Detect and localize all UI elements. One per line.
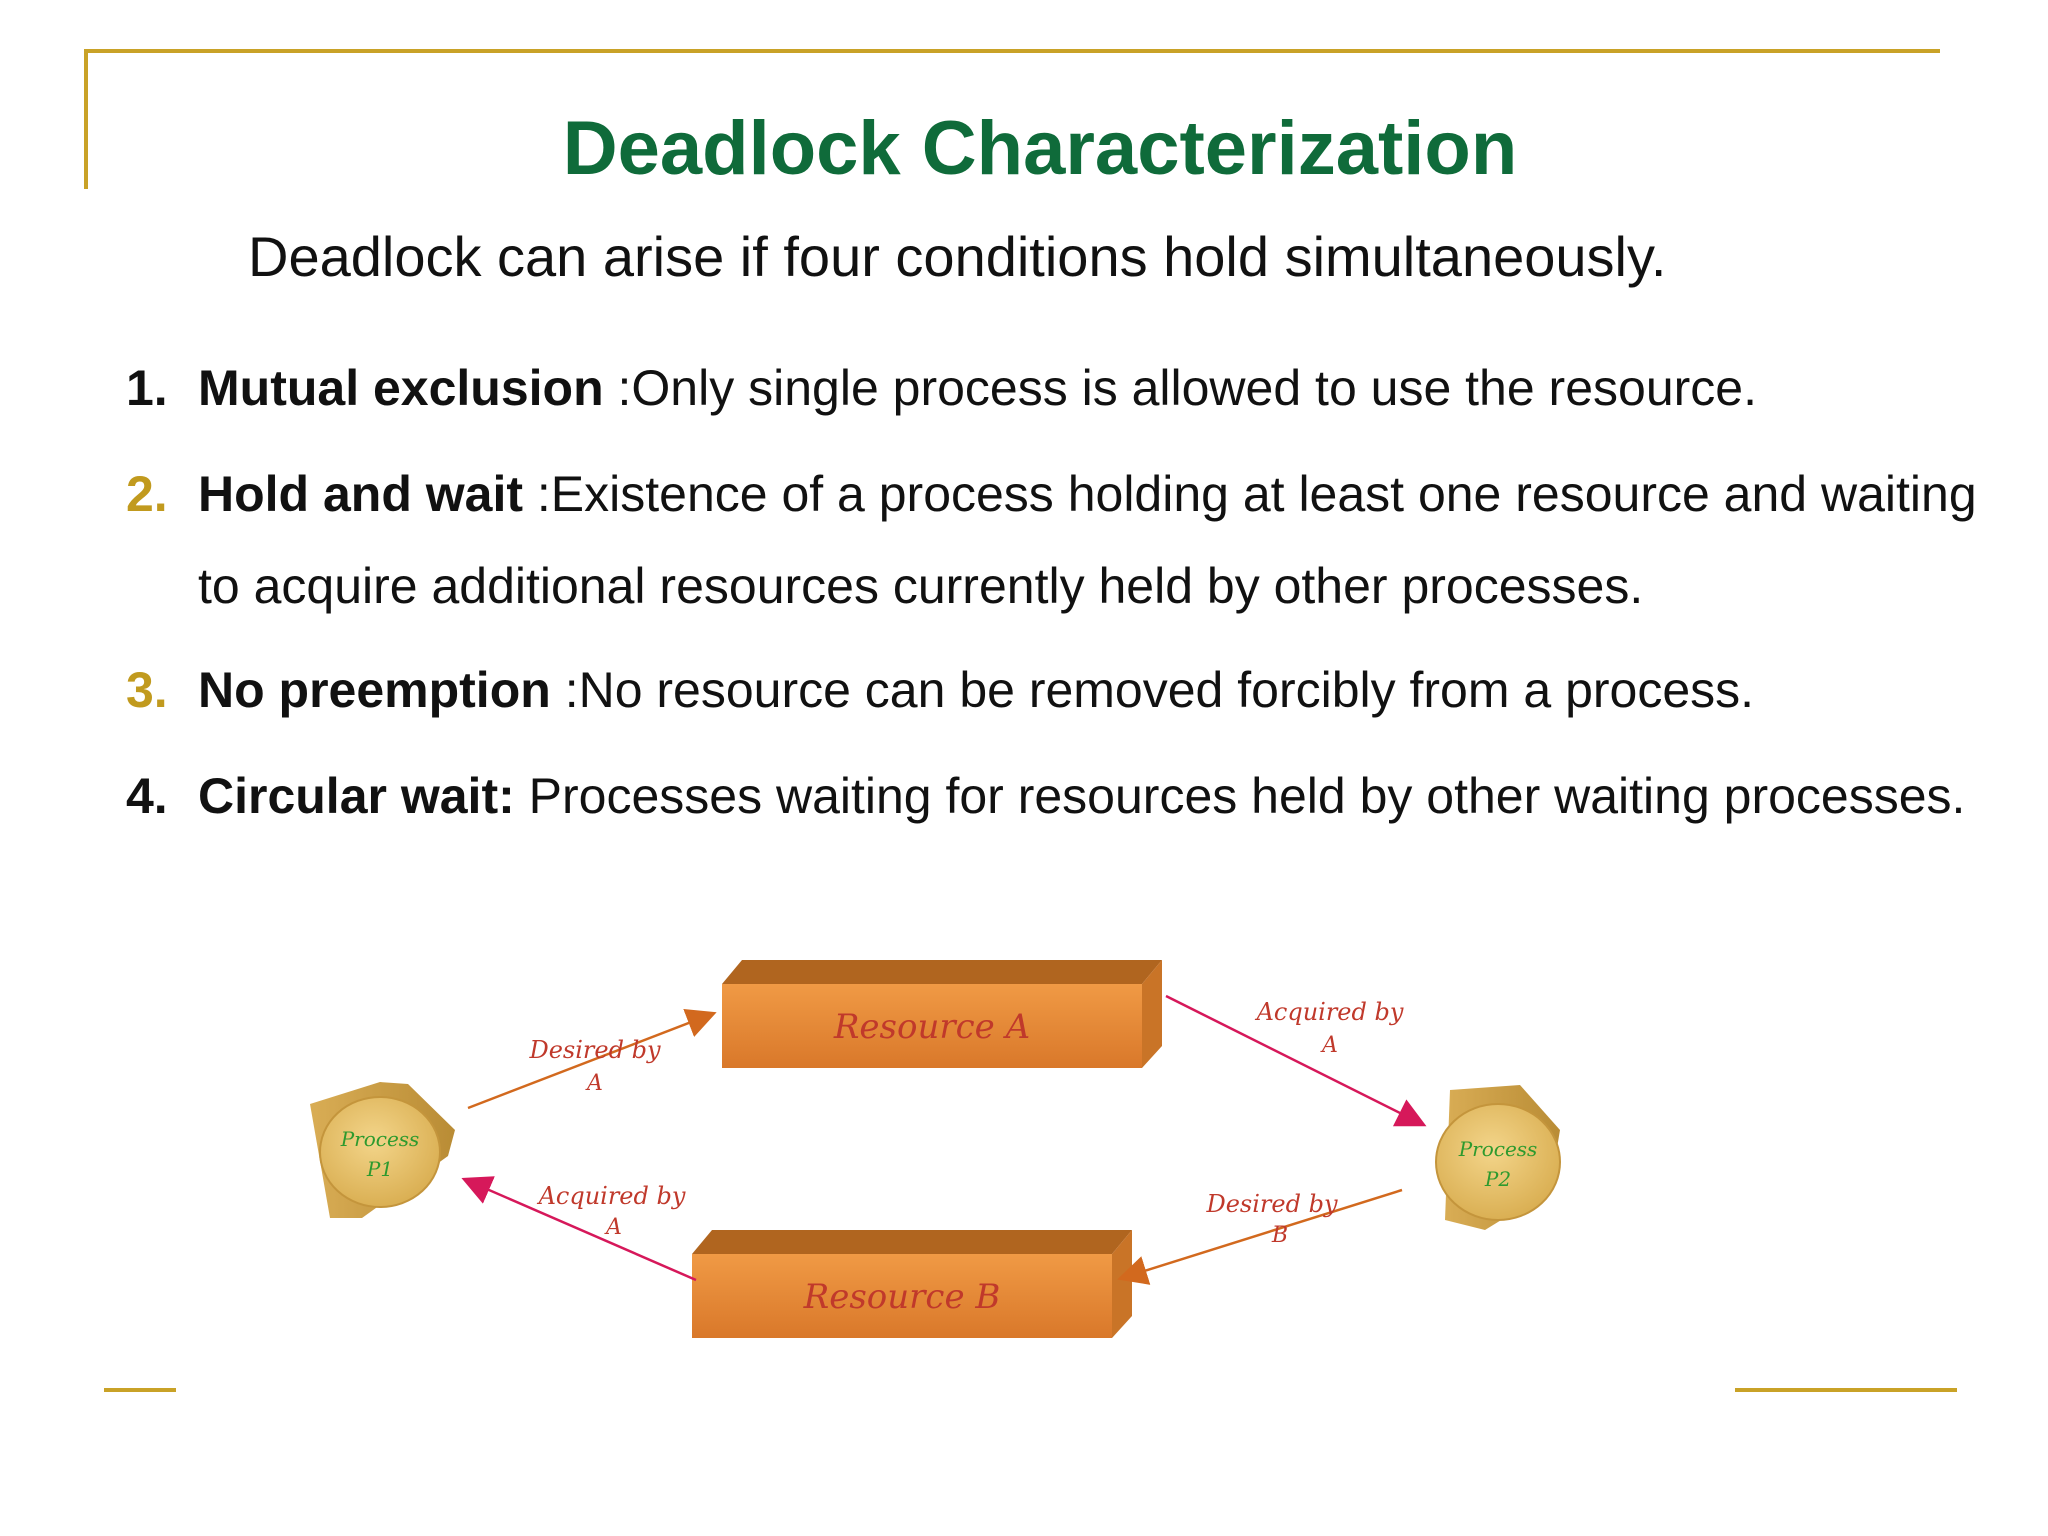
edge-label-p2-desired-line1: Desired by bbox=[1206, 1190, 1338, 1218]
condition-text bbox=[198, 342, 1757, 434]
condition-term: No preemption bbox=[198, 662, 551, 718]
condition-term: Circular wait: bbox=[198, 768, 515, 824]
condition-description: Processes waiting for resources held by other waiting processes. bbox=[514, 768, 1966, 824]
deadlock-diagram-svg bbox=[270, 940, 1630, 1350]
footer-rule-left bbox=[104, 1388, 176, 1392]
process-p1-cylinder bbox=[310, 1082, 455, 1218]
condition-term: Hold and wait bbox=[198, 466, 523, 522]
condition-description: :Only single process is allowed to use the resource. bbox=[603, 360, 1757, 416]
edge-label-b-acquired-line1: Acquired by bbox=[538, 1182, 686, 1210]
process-p2-label-line1: Process bbox=[1458, 1137, 1538, 1161]
edge-label-a-acquired-line2: A bbox=[1322, 1033, 1338, 1058]
condition-text bbox=[198, 448, 1977, 540]
condition-number: 2. bbox=[126, 466, 168, 522]
condition-number: 1. bbox=[126, 360, 168, 416]
condition-number: 4. bbox=[126, 768, 168, 824]
condition-description: :Existence of a process holding at least one resource and waiting bbox=[523, 466, 1977, 522]
resource-b-label: Resource B bbox=[803, 1277, 1001, 1317]
process-p2-cylinder bbox=[1436, 1085, 1560, 1230]
slide-subtitle: Deadlock can arise if four conditions hold simultaneously. bbox=[248, 225, 1667, 288]
process-p1-label-line2: P1 bbox=[366, 1157, 394, 1181]
deadlock-cycle-diagram bbox=[270, 940, 1630, 1350]
condition-term: Mutual exclusion bbox=[198, 360, 604, 416]
edge-label-a-acquired-line1: Acquired by bbox=[1256, 998, 1404, 1026]
footer-rule-right bbox=[1735, 1388, 1957, 1392]
slide-title: Deadlock Characterization bbox=[562, 106, 1518, 191]
edge-label-b-acquired-line2: A bbox=[606, 1215, 622, 1240]
resource-a-box bbox=[722, 960, 1162, 1068]
condition-text bbox=[198, 750, 1965, 842]
condition-continuation: to acquire additional resources currently held by other processes. bbox=[198, 558, 1644, 614]
process-p2-label-line2: P2 bbox=[1484, 1167, 1512, 1191]
edge-label-p1-desired-line1: Desired by bbox=[529, 1036, 661, 1064]
condition-description: :No resource can be removed forcibly from a process. bbox=[550, 662, 1755, 718]
process-p1-label-line1: Process bbox=[340, 1127, 420, 1151]
resource-b-box bbox=[692, 1230, 1132, 1338]
condition-text bbox=[198, 644, 1754, 736]
edge-label-p1-desired-line2: A bbox=[587, 1071, 603, 1096]
condition-number: 3. bbox=[126, 662, 168, 718]
top-border-line bbox=[84, 49, 1940, 53]
edge-label-p2-desired-line2: B bbox=[1271, 1223, 1289, 1248]
resource-a-label: Resource A bbox=[833, 1007, 1031, 1047]
